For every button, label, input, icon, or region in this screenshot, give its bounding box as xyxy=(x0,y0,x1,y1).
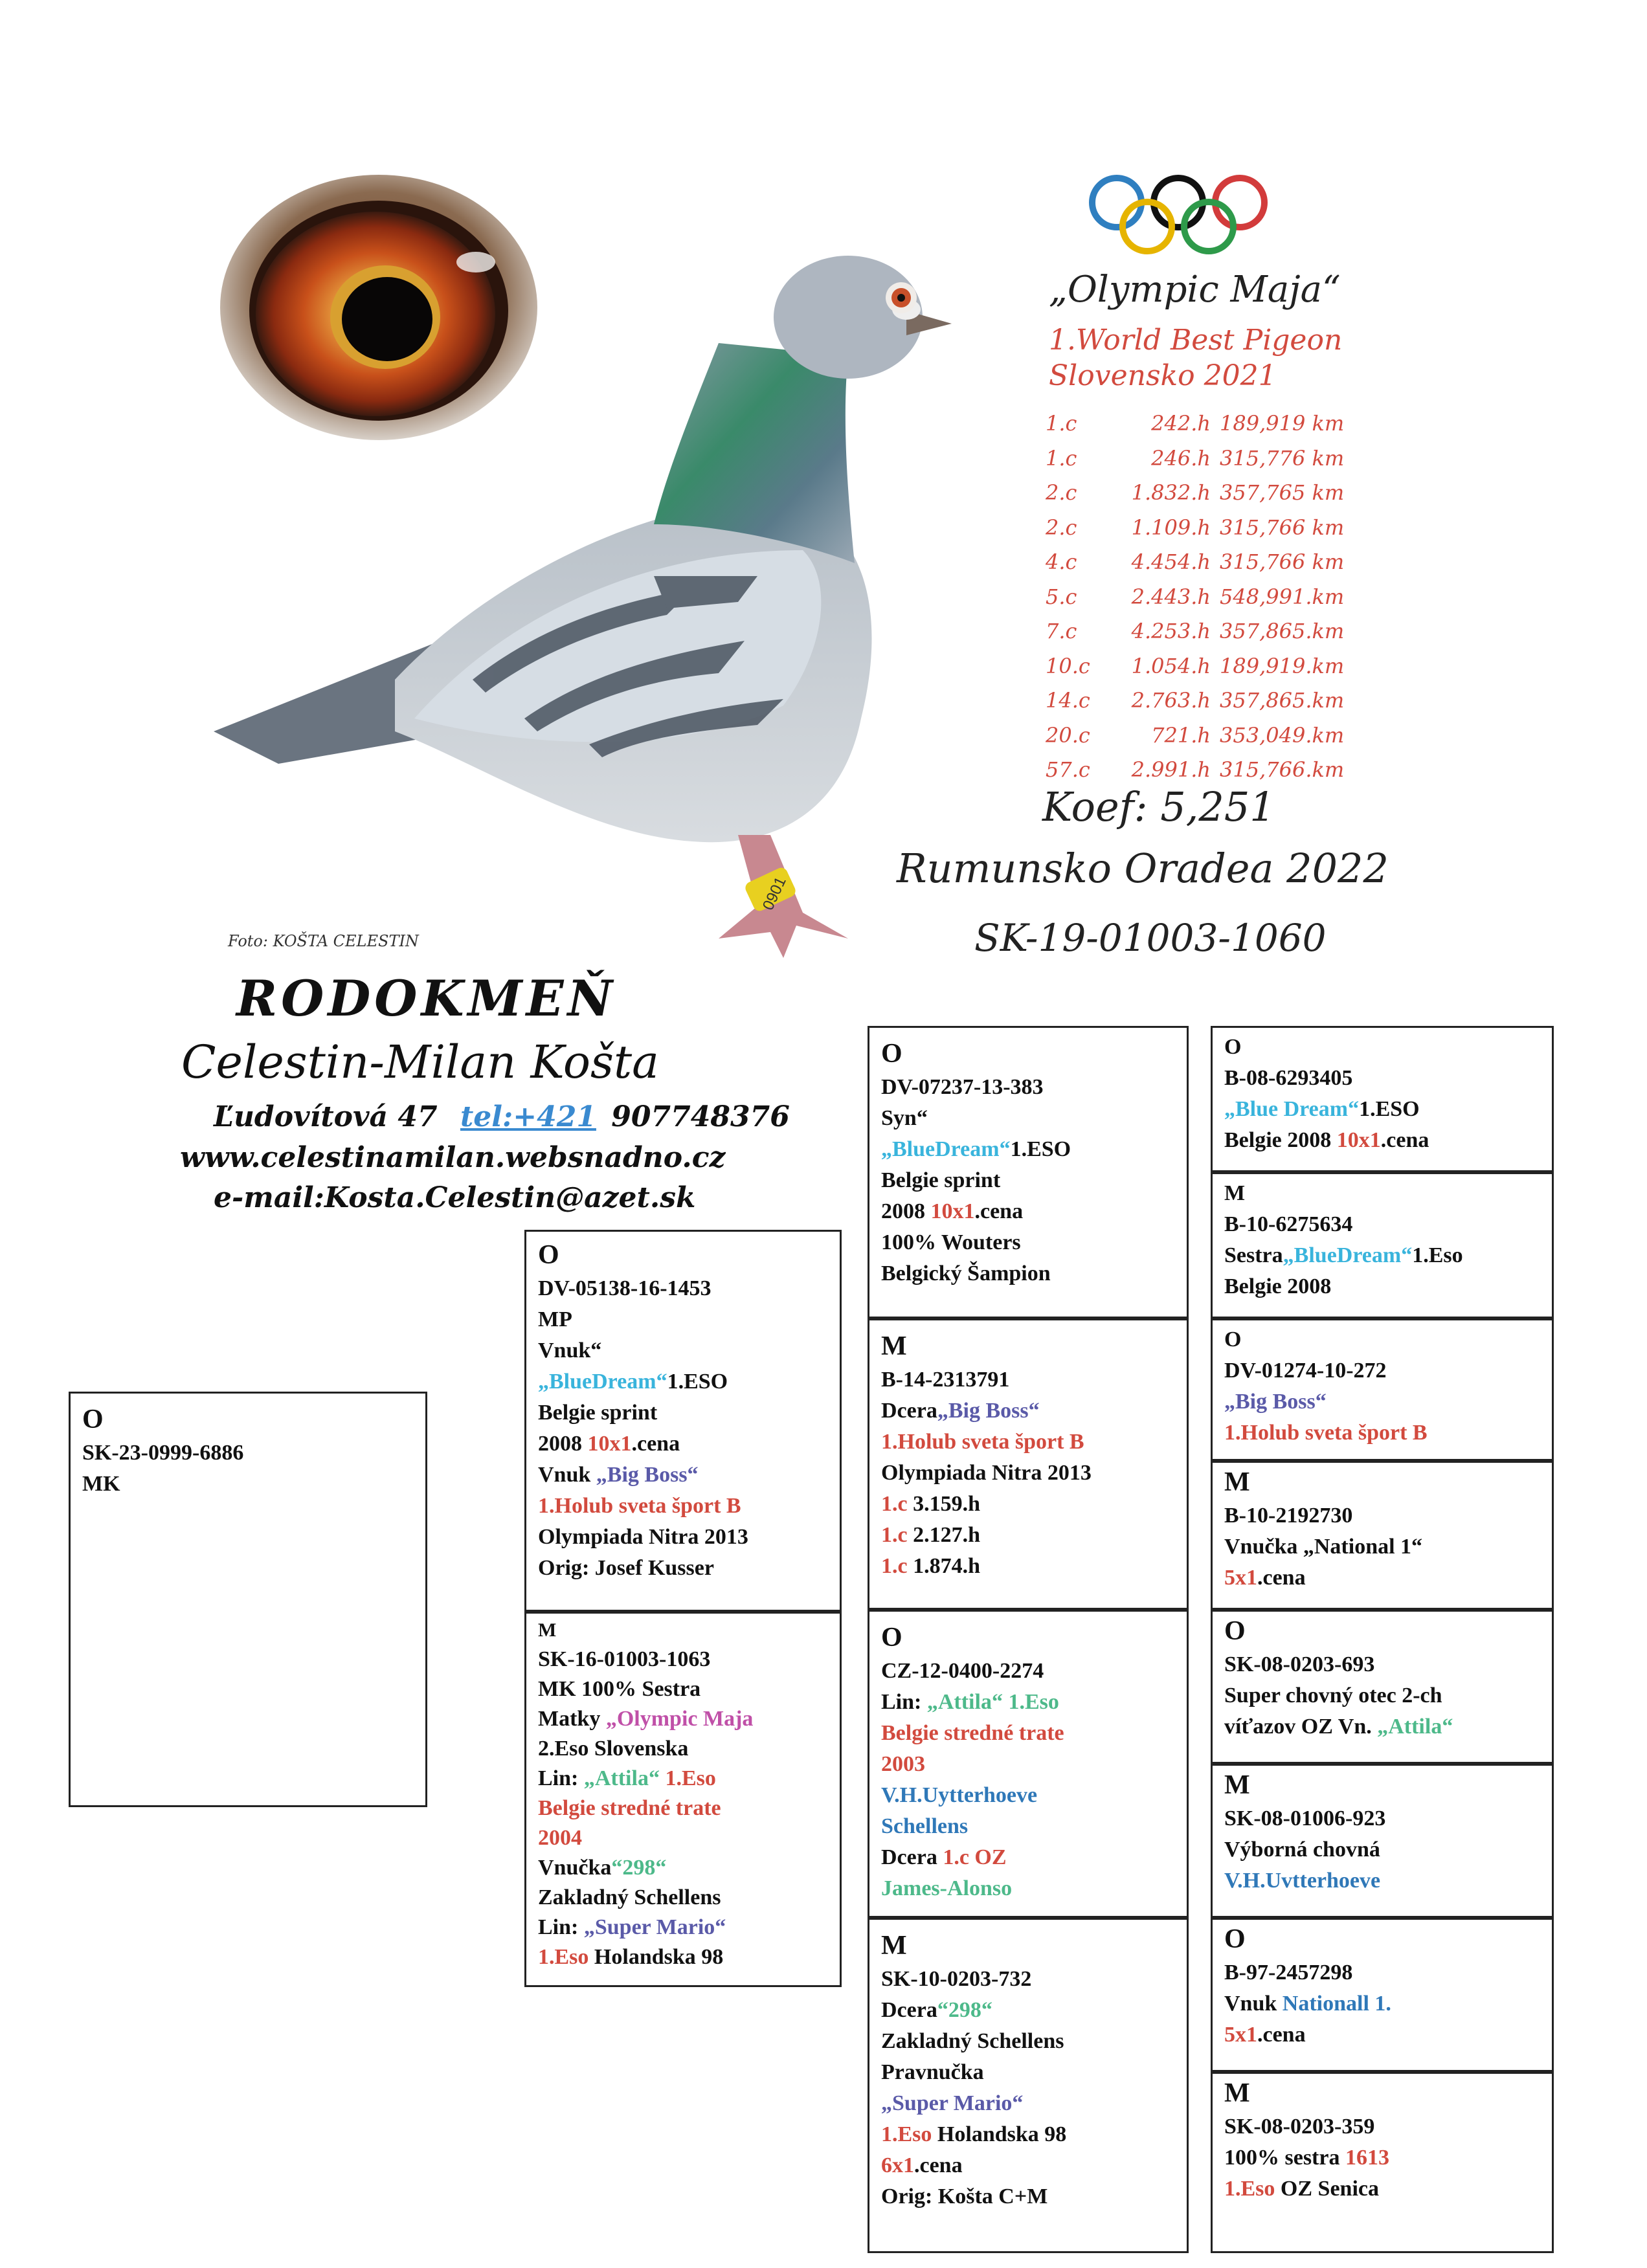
ggp-text: 10x1 xyxy=(1336,1128,1381,1152)
owner-address-line xyxy=(214,1100,790,1133)
gp-sex: M xyxy=(881,1931,907,1961)
granddam-sire-card xyxy=(868,1610,1189,1918)
olympic-rings-logo xyxy=(1084,173,1285,258)
ggp-card-6 xyxy=(1211,1764,1554,1918)
ggp-text: „Blue Dream“ xyxy=(1224,1097,1360,1121)
ggp-line xyxy=(1224,2019,1540,2051)
ggp-card-3 xyxy=(1211,1318,1554,1461)
dam-line xyxy=(538,1942,828,1972)
ggp-text: „Attila“ xyxy=(1377,1715,1453,1739)
result-place: 1.c xyxy=(1046,445,1077,471)
ggp-line: Belgie 2008 xyxy=(1224,1274,1332,1298)
gp-text: 1.c OZ xyxy=(943,1845,1007,1869)
gp-text: 1.874.h xyxy=(907,1554,981,1578)
ggp-sex: O xyxy=(1224,1035,1242,1059)
gp-line xyxy=(881,1687,1175,1718)
ggp-card-2 xyxy=(1211,1172,1554,1318)
ggp-sex: M xyxy=(1224,1770,1250,1800)
ggp-line xyxy=(1224,1125,1540,1156)
gp-line xyxy=(881,1551,1175,1582)
result-birds: 242.h xyxy=(1151,411,1211,436)
ggp-line xyxy=(1224,1240,1540,1271)
ggp-text: .cena xyxy=(1257,2023,1306,2047)
owner-tel-link[interactable]: tel:+421 xyxy=(460,1100,596,1133)
koef: Koef: 5,251 xyxy=(1042,783,1275,830)
ggp-sex: M xyxy=(1224,1181,1246,1205)
sire-line xyxy=(538,1429,828,1460)
sire-text: 1.ESO xyxy=(667,1370,728,1394)
result-birds: 1.109.h xyxy=(1131,515,1211,540)
sire-line: 1.Holub sveta šport B xyxy=(538,1494,741,1518)
gp-text: Dcera xyxy=(881,1998,937,2022)
ggp-line: Super chovný otec 2-ch xyxy=(1224,1684,1442,1707)
racing-pigeon-photo xyxy=(201,162,1036,964)
ggp-line xyxy=(1224,1562,1540,1594)
subject-ring: SK-23-0999-6886 xyxy=(82,1441,244,1465)
gp-line: Belgický Šampion xyxy=(881,1262,1051,1285)
sire-line xyxy=(538,1366,828,1397)
gp-line xyxy=(881,1842,1175,1873)
gp-line: Belgie sprint xyxy=(881,1168,1001,1192)
dam-text: „Super Mario“ xyxy=(583,1915,726,1939)
gp-line: Orig: Košta C+M xyxy=(881,2185,1048,2208)
ggp-text: 1.Eso xyxy=(1224,2177,1275,2201)
ggp-card-4 xyxy=(1211,1461,1554,1610)
owner-website[interactable]: www.celestinamilan.websnadno.cz xyxy=(180,1141,726,1174)
gp-text: „BlueDream“ xyxy=(881,1137,1011,1161)
sire-line: Olympiada Nitra 2013 xyxy=(538,1525,748,1549)
gp-ring: SK-10-0203-732 xyxy=(881,1967,1032,1991)
sire-line: Belgie sprint xyxy=(538,1401,658,1425)
ggp-line: Vnučka „National 1“ xyxy=(1224,1535,1423,1559)
ggp-text: 100% sestra xyxy=(1224,2146,1345,2170)
owner-phone: 907748376 xyxy=(611,1100,790,1133)
gp-line: Syn“ xyxy=(881,1106,928,1130)
dam-line xyxy=(538,1913,828,1942)
result-row xyxy=(1046,654,1344,678)
result-birds: 2.763.h xyxy=(1131,688,1211,713)
sire-ring: DV-05138-16-1453 xyxy=(538,1276,711,1300)
gp-line: Zakladný Schellens xyxy=(881,2029,1064,2053)
gp-text: „Attila“ 1.Eso xyxy=(926,1690,1059,1714)
ring-number: SK-19-01003-1060 xyxy=(974,916,1327,960)
event-name: Rumunsko Oradea 2022 xyxy=(897,845,1389,892)
ggp-ring: B-10-2192730 xyxy=(1224,1504,1353,1528)
ggp-text: 5x1 xyxy=(1224,1566,1257,1590)
dam-text: Lin: xyxy=(538,1766,584,1790)
gp-sex: O xyxy=(881,1039,902,1069)
result-place: 14.c xyxy=(1046,688,1090,713)
dam-line xyxy=(538,1704,828,1734)
gp-text: 1.Eso xyxy=(881,2122,932,2146)
ggp-line xyxy=(1224,1988,1540,2019)
gp-line: James-Alonso xyxy=(881,1876,1013,1900)
gp-line: 100% Wouters xyxy=(881,1230,1021,1254)
grandsire-sire-card xyxy=(868,1026,1189,1318)
sire-line xyxy=(538,1460,828,1491)
ggp-ring: B-08-6293405 xyxy=(1224,1066,1353,1090)
ggp-text: 1.ESO xyxy=(1359,1097,1420,1121)
gp-text: 1.ESO xyxy=(1010,1137,1071,1161)
subject-note: MK xyxy=(82,1472,120,1496)
result-distance: 353,049.km xyxy=(1220,722,1345,748)
result-birds: 1.832.h xyxy=(1131,480,1211,505)
result-distance: 315,766 km xyxy=(1220,515,1345,540)
pigeon-name: „Olympic Maja“ xyxy=(1049,269,1341,311)
ggp-sex: O xyxy=(1224,1924,1246,1954)
ggp-line xyxy=(1224,2142,1540,2174)
dam-card xyxy=(524,1612,842,1987)
gp-line: „Super Mario“ xyxy=(881,2091,1024,2115)
result-place: 5.c xyxy=(1046,584,1077,609)
gp-line: 1.Holub sveta šport B xyxy=(881,1430,1084,1454)
gp-text: “298“ xyxy=(937,1998,992,2022)
sire-text: 10x1 xyxy=(587,1432,632,1456)
ggp-line: Výborná chovná xyxy=(1224,1838,1380,1862)
result-row xyxy=(1046,584,1344,609)
dam-text: „Attila“ xyxy=(583,1766,660,1790)
pedigree-heading: RODOKMEŇ xyxy=(236,970,617,1027)
result-place: 7.c xyxy=(1046,619,1077,643)
gp-sex: M xyxy=(881,1331,907,1361)
ggp-text: OZ Senica xyxy=(1275,2177,1379,2201)
ggp-ring: SK-08-0203-693 xyxy=(1224,1652,1375,1676)
gp-sex: O xyxy=(881,1623,902,1652)
granddam-dam-card xyxy=(868,1918,1189,2253)
gp-line xyxy=(881,1520,1175,1551)
dam-line: Belgie stredné trate xyxy=(538,1796,721,1820)
sire-sex: O xyxy=(538,1240,559,1270)
dam-line: 2004 xyxy=(538,1826,582,1850)
gp-text: Dcera xyxy=(881,1399,937,1423)
result-place: 1.c xyxy=(1046,411,1077,436)
result-place: 2.c xyxy=(1046,515,1077,540)
result-distance: 357,765 km xyxy=(1220,480,1345,505)
sire-text: „BlueDream“ xyxy=(538,1370,667,1394)
gp-text: 2008 xyxy=(881,1199,931,1223)
dam-text: Vnučka xyxy=(538,1856,612,1880)
result-birds: 2.991.h xyxy=(1131,757,1211,782)
subject-card xyxy=(69,1392,427,1807)
ggp-text: „BlueDream“ xyxy=(1283,1243,1413,1267)
gp-line: Schellens xyxy=(881,1814,969,1838)
gp-line: 2003 xyxy=(881,1752,925,1776)
owner-email[interactable]: e-mail:Kosta.Celestin@azet.sk xyxy=(214,1181,696,1214)
sire-line: Orig: Josef Kusser xyxy=(538,1556,714,1580)
gp-line: Pravnučka xyxy=(881,2060,984,2084)
result-place: 20.c xyxy=(1046,722,1090,748)
result-distance: 315,766 km xyxy=(1220,550,1345,574)
result-distance: 189,919 km xyxy=(1220,411,1345,436)
result-distance: 357,865.km xyxy=(1220,688,1345,713)
gp-ring: DV-07237-13-383 xyxy=(881,1075,1044,1099)
ggp-text: Nationall 1. xyxy=(1282,1992,1391,2016)
dam-line: 2.Eso Slovenska xyxy=(538,1737,689,1761)
dam-line xyxy=(538,1853,828,1883)
gp-line xyxy=(881,1196,1175,1227)
ggp-card-7 xyxy=(1211,1918,1554,2072)
result-distance: 315,776 km xyxy=(1220,445,1345,471)
ggp-text: 1.Eso xyxy=(1412,1243,1463,1267)
gp-text: 10x1 xyxy=(930,1199,975,1223)
ggp-ring: DV-01274-10-272 xyxy=(1224,1359,1387,1383)
result-row xyxy=(1046,688,1344,713)
sire-line: Vnuk“ xyxy=(538,1339,602,1362)
ggp-line: 1.Holub sveta šport B xyxy=(1224,1421,1428,1445)
ggp-text: Vnuk xyxy=(1224,1992,1283,2016)
ggp-ring: SK-08-01006-923 xyxy=(1224,1807,1386,1830)
result-place: 2.c xyxy=(1046,480,1077,505)
ggp-line: „Big Boss“ xyxy=(1224,1390,1327,1414)
photo-credit: Foto: KOŠTA CELESTIN xyxy=(228,932,419,950)
ggp-line xyxy=(1224,1711,1540,1742)
gp-text: Holandska 98 xyxy=(932,2122,1067,2146)
gp-line xyxy=(881,1395,1175,1427)
gp-text: .cena xyxy=(974,1199,1024,1223)
dam-text: Holandska 98 xyxy=(588,1945,724,1969)
subject-sex: O xyxy=(82,1405,104,1434)
gp-text: 2.127.h xyxy=(907,1523,981,1547)
result-birds: 246.h xyxy=(1151,445,1211,471)
gp-text: 1.c xyxy=(881,1523,908,1547)
sire-text: .cena xyxy=(631,1432,680,1456)
result-row xyxy=(1046,550,1344,574)
leg-ring-text: 0901 xyxy=(759,874,790,913)
ggp-sex: M xyxy=(1224,1467,1250,1497)
result-row xyxy=(1046,515,1344,540)
ggp-card-5 xyxy=(1211,1610,1554,1764)
dam-text: „Olympic Maja xyxy=(605,1707,754,1731)
gp-text: 1.c xyxy=(881,1554,908,1578)
ggp-text: Belgie 2008 xyxy=(1224,1128,1337,1152)
dam-ring: SK-16-01003-1063 xyxy=(538,1647,711,1671)
result-birds: 2.443.h xyxy=(1131,584,1211,609)
sire-text: Vnuk xyxy=(538,1463,596,1487)
dam-text: Lin: xyxy=(538,1915,584,1939)
gp-line: V.H.Uytterhoeve xyxy=(881,1783,1038,1807)
gp-text: Lin: xyxy=(881,1690,927,1714)
result-birds: 1.054.h xyxy=(1131,653,1211,678)
gp-text: Dcera xyxy=(881,1845,943,1869)
ggp-sex: O xyxy=(1224,1616,1246,1646)
result-birds: 4.253.h xyxy=(1131,619,1211,643)
ggp-line xyxy=(1224,2174,1540,2205)
sire-card xyxy=(524,1230,842,1612)
dam-text: 1.Eso xyxy=(659,1766,716,1790)
grandsire-dam-card xyxy=(868,1318,1189,1610)
result-distance: 315,766.km xyxy=(1220,757,1345,782)
dam-text: Matky xyxy=(538,1707,606,1731)
gp-line xyxy=(881,2119,1175,2150)
dam-line: Zakladný Schellens xyxy=(538,1885,721,1909)
sire-text: 2008 xyxy=(538,1432,588,1456)
ggp-text: víťazov OZ Vn. xyxy=(1224,1715,1378,1739)
gp-line: Olympiada Nitra 2013 xyxy=(881,1461,1092,1485)
result-place: 57.c xyxy=(1046,757,1090,782)
ggp-text: .cena xyxy=(1257,1566,1306,1590)
owner-name: Celestin-Milan Košta xyxy=(181,1036,659,1089)
owner-address: Ľudovítová 47 xyxy=(214,1100,438,1133)
result-row xyxy=(1046,480,1344,505)
ggp-ring: SK-08-0203-359 xyxy=(1224,2115,1375,2139)
gp-ring: CZ-12-0400-2274 xyxy=(881,1659,1044,1683)
result-distance: 357,865.km xyxy=(1220,619,1345,643)
ggp-text: .cena xyxy=(1380,1128,1429,1152)
gp-text: 3.159.h xyxy=(907,1492,981,1516)
gp-text: .cena xyxy=(914,2153,963,2177)
gp-line xyxy=(881,1489,1175,1520)
result-place: 10.c xyxy=(1046,653,1090,678)
ggp-text: 1613 xyxy=(1345,2146,1389,2170)
result-row xyxy=(1046,723,1344,748)
ggp-sex: M xyxy=(1224,2078,1250,2108)
gp-text: 6x1 xyxy=(881,2153,914,2177)
ggp-text: 5x1 xyxy=(1224,2023,1257,2047)
ggp-sex: O xyxy=(1224,1328,1242,1351)
dam-line: MK 100% Sestra xyxy=(538,1677,701,1701)
sire-line: MP xyxy=(538,1307,572,1331)
gp-line: Belgie stredné trate xyxy=(881,1721,1064,1745)
dam-text: “298“ xyxy=(611,1856,667,1880)
result-row xyxy=(1046,619,1344,643)
ggp-ring: B-10-6275634 xyxy=(1224,1212,1353,1236)
result-place: 4.c xyxy=(1046,550,1077,574)
dam-line xyxy=(538,1764,828,1794)
ggp-line xyxy=(1224,1094,1540,1125)
ggp-text: Sestra xyxy=(1224,1243,1283,1267)
result-distance: 548,991.km xyxy=(1220,584,1345,609)
result-row xyxy=(1046,757,1344,782)
result-row xyxy=(1046,411,1344,436)
dam-sex: M xyxy=(538,1619,557,1641)
ggp-ring: B-97-2457298 xyxy=(1224,1961,1353,1984)
gp-line xyxy=(881,2150,1175,2181)
dam-text: 1.Eso xyxy=(538,1945,589,1969)
ggp-card-1 xyxy=(1211,1026,1554,1172)
title-line-2: Slovensko 2021 xyxy=(1049,359,1277,392)
result-distance: 189,919.km xyxy=(1220,653,1345,678)
gp-text: 1.c xyxy=(881,1492,908,1516)
result-birds: 4.454.h xyxy=(1131,550,1211,574)
result-birds: 721.h xyxy=(1151,722,1211,748)
ggp-line: V.H.Uvtterhoeve xyxy=(1224,1869,1381,1893)
ggp-card-8 xyxy=(1211,2072,1554,2253)
sire-text: „Big Boss“ xyxy=(596,1463,699,1487)
title-line-1: 1.World Best Pigeon xyxy=(1049,324,1343,357)
gp-ring: B-14-2313791 xyxy=(881,1368,1010,1392)
gp-line xyxy=(881,1134,1175,1165)
gp-line xyxy=(881,1995,1175,2026)
gp-text: „Big Boss“ xyxy=(937,1399,1040,1423)
result-row xyxy=(1046,446,1344,471)
